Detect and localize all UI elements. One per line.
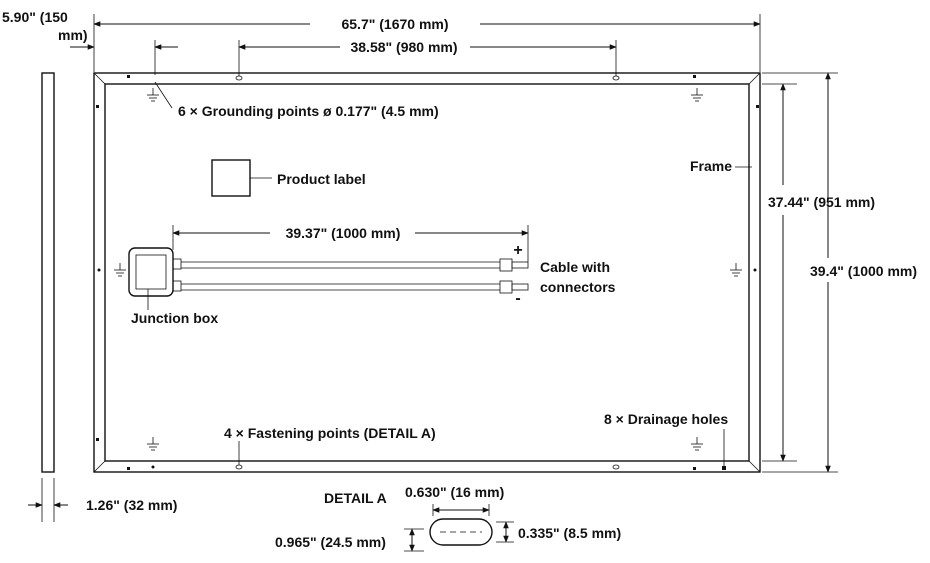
overall-height-dim: 39.4" (1000 mm) xyxy=(810,263,918,279)
junction-box-label: Junction box xyxy=(131,310,219,326)
junction-box xyxy=(129,248,181,296)
cable-label-line1: Cable with xyxy=(540,259,611,275)
fastening-points-label: 4 × Fastening points (DETAIL A) xyxy=(224,425,436,441)
positive-terminal-symbol: + xyxy=(513,242,523,259)
side-profile xyxy=(28,73,68,522)
hole-spacing-dim: 38.58" (980 mm) xyxy=(350,39,458,55)
detail-a-title: DETAIL A xyxy=(324,490,387,506)
top-offset-arrows xyxy=(70,40,178,75)
grounding-icon xyxy=(114,263,126,276)
detail-slot-length-dim: 0.630" (16 mm) xyxy=(405,484,505,500)
grounding-icon xyxy=(147,88,159,101)
grounding-icon xyxy=(691,88,703,101)
inner-height-arrows xyxy=(762,84,797,461)
cable-connectors xyxy=(500,259,528,293)
grounding-icon xyxy=(730,263,742,276)
grounding-icon xyxy=(691,437,703,450)
frame-label: Frame xyxy=(690,158,733,174)
cables xyxy=(181,262,500,290)
frame-depth-dim: 1.26" (32 mm) xyxy=(86,497,178,513)
product-label-box xyxy=(212,160,250,196)
top-offset-dim-line1: 5.90" (150 xyxy=(2,9,68,25)
side-grounding-dots xyxy=(98,269,757,272)
detail-slot xyxy=(404,504,514,551)
fastening-holes-top xyxy=(236,76,619,80)
top-offset-dim-line2: mm) xyxy=(58,27,88,43)
negative-terminal-symbol: - xyxy=(515,290,521,307)
detail-slot-height-dim: 0.335" (8.5 mm) xyxy=(518,525,622,541)
cable-label-line2: connectors xyxy=(540,279,616,295)
drainage-holes-label: 8 × Drainage holes xyxy=(604,411,729,427)
inner-height-dim: 37.44" (951 mm) xyxy=(768,194,876,210)
cable-length-dim: 39.37" (1000 mm) xyxy=(285,225,401,241)
overall-width-dim: 65.7" (1670 mm) xyxy=(341,16,449,32)
detail-overall-height-dim: 0.965" (24.5 mm) xyxy=(275,534,386,550)
product-label-label: Product label xyxy=(277,171,366,187)
fastening-holes-bottom xyxy=(152,465,620,469)
grounding-icon xyxy=(147,437,159,450)
grounding-points-label: 6 × Grounding points ø 0.177" (4.5 mm) xyxy=(178,103,439,119)
